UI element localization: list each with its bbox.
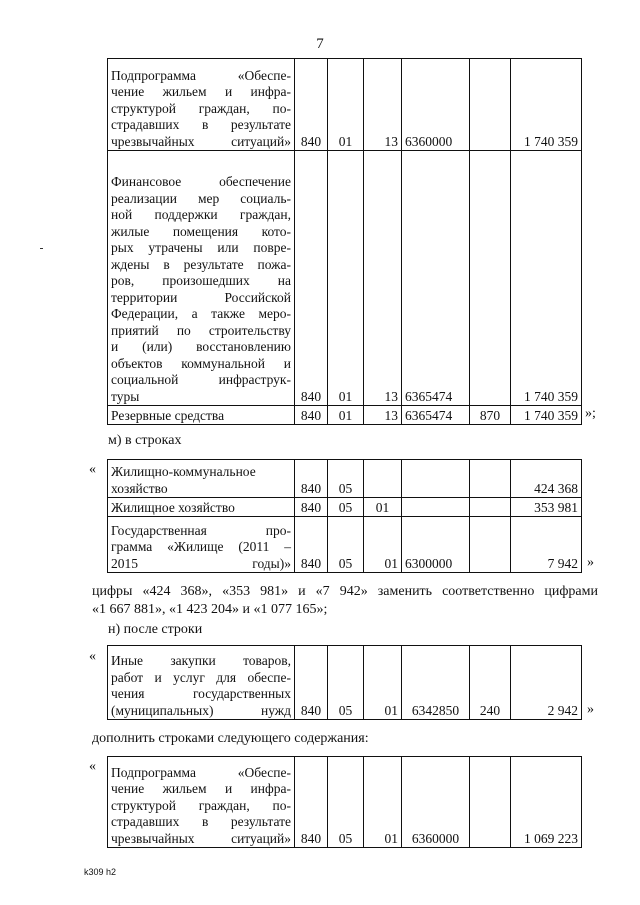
code-target: 6360000 [402,59,470,151]
page-number: 7 [316,36,324,52]
code-ministry: 840 [295,151,328,406]
amount: 1 740 359 [511,406,582,425]
code-target: 6365474 [402,406,470,425]
code-subsection [364,460,402,498]
table-row [108,757,582,848]
code-target [402,460,470,498]
replace-text-line-1: цифры «424 368», «353 981» и «7 942» заменить соответственно цифрами [92,584,598,599]
amount: 424 368 [511,460,582,498]
code-subsection: 01 [364,646,402,720]
code-ministry: 840 [295,757,328,848]
row-name: Жилищно-коммунальное хозяйство [108,460,295,498]
code-section: 05 [328,646,364,720]
code-expense-type: 870 [470,406,511,425]
amount: 1 069 223 [511,757,582,848]
row-name: Подпрограмма «Обеспе- чение жильем и инфра- структурой граждан, по- страдавших в результате чрезвычайных ситуаций» [108,757,295,848]
code-section: 05 [328,498,364,517]
row-name: Жилищное хозяйство [108,498,295,517]
code-target: 6365474 [402,151,470,406]
code-expense-type [470,59,511,151]
code-subsection: 01 [364,757,402,848]
code-section: 05 [328,517,364,573]
code-expense-type [470,757,511,848]
code-subsection: 01 [364,517,402,573]
code-expense-type [470,151,511,406]
code-ministry: 840 [295,460,328,498]
amount: 353 981 [511,498,582,517]
code-section: 01 [328,59,364,151]
opening-quote: « [89,462,96,477]
amount: 7 942 [511,517,582,573]
row-name: Резервные средства [108,406,295,425]
opening-quote: « [89,649,96,664]
opening-quote: « [89,759,96,774]
row-name: Финансовое обеспечение реализации мер социаль- ной поддержки граждан, жилые помещения кото- рых утрачены или повре- ждены в результате пожа- ров, произошедших на территории Российской Федерации, а также меро- приятий по строительству и (или) восстановлению объектов коммунальной и социальной инфраструк- туры [108,151,295,406]
code-target: 6300000 [402,517,470,573]
code-subsection: 13 [364,151,402,406]
code-expense-type [470,517,511,573]
code-expense-type [470,460,511,498]
amount: 1 740 359 [511,151,582,406]
closing-quote: » [587,555,594,570]
code-target: 6342850 [402,646,470,720]
amount: 1 740 359 [511,59,582,151]
code-section: 01 [328,151,364,406]
table-row [108,59,582,151]
supplement-text: дополнить строками следующего содержания: [92,731,369,746]
table-row [108,406,582,425]
table-row [108,646,582,720]
section-n: н) после строки [108,622,203,637]
code-ministry: 840 [295,498,328,517]
code-expense-type [470,498,511,517]
row-name: Иные закупки товаров, работ и услуг для обеспе- чения государственных (муниципальных) нужд [108,646,295,720]
closing-quote: »; [585,406,596,421]
code-expense-type: 240 [470,646,511,720]
code-section: 05 [328,757,364,848]
table-row [108,151,582,406]
code-target [402,498,470,517]
row-name: Подпрограмма «Обеспе- чение жильем и инфра- структурой граждан, по- страдавших в результате чрезвычайных ситуаций» [108,59,295,151]
amount: 2 942 [511,646,582,720]
code-ministry: 840 [295,59,328,151]
table-row [108,498,582,517]
footer-code: k309 h2 [84,867,117,877]
table-row [108,460,582,498]
code-ministry: 840 [295,646,328,720]
code-ministry: 840 [295,406,328,425]
scan-speck [40,248,43,249]
code-section: 05 [328,460,364,498]
code-subsection: 13 [364,59,402,151]
budget-table-2 [107,459,582,573]
replace-text-line-2: «1 667 881», «1 423 204» и «1 077 165»; [92,602,328,617]
budget-table-3 [107,645,582,720]
code-section: 01 [328,406,364,425]
code-target: 6360000 [402,757,470,848]
budget-table-1 [107,58,582,425]
code-subsection: 01 [364,498,402,517]
section-m: м) в строках [108,433,182,448]
table-row [108,517,582,573]
closing-quote: » [587,702,594,717]
code-subsection: 13 [364,406,402,425]
budget-table-4 [107,756,582,848]
row-name: Государственная про- грамма «Жилище (2011 – 2015 годы)» [108,517,295,573]
code-ministry: 840 [295,517,328,573]
